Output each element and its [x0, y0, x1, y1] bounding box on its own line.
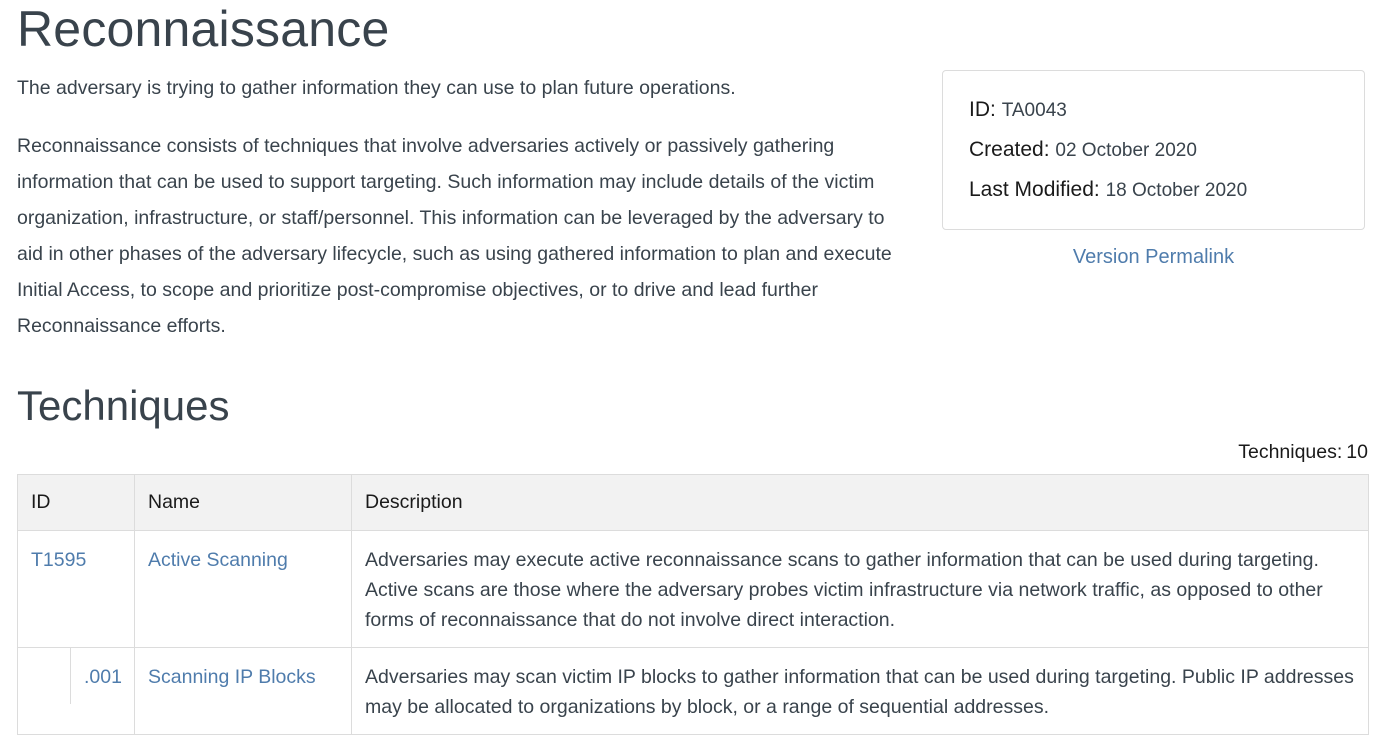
card-modified-label: Last Modified:	[969, 178, 1100, 201]
technique-name-link[interactable]: Active Scanning	[148, 549, 288, 571]
subtechnique-name-link[interactable]: Scanning IP Blocks	[148, 666, 316, 688]
card-created-label: Created:	[969, 138, 1050, 161]
subtechnique-id-box	[70, 648, 134, 704]
version-permalink-link[interactable]: Version Permalink	[1072, 246, 1235, 268]
card-id-value: TA0043	[1001, 100, 1067, 121]
card-created-value: 02 October 2020	[1055, 140, 1197, 161]
subtechnique-id-wrap	[18, 648, 134, 704]
subtechnique-id-cell	[18, 648, 135, 735]
tactic-intro: The adversary is trying to gather information they can use to plan future operations.	[17, 77, 736, 99]
column-header-id: ID	[18, 475, 135, 531]
techniques-heading: Techniques	[17, 382, 230, 429]
subtechnique-description: Adversaries may scan victim IP blocks to gather information that can be used during targeting. Public IP addresses may be allocated to organizations by block, or a range of sequential addresses.	[352, 648, 1369, 735]
card-id-row	[969, 96, 1067, 125]
subtechnique-name-cell	[135, 648, 352, 735]
table-row	[18, 531, 1369, 648]
card-id-label: ID:	[969, 98, 996, 121]
techniques-count	[1238, 440, 1368, 464]
table-row	[18, 648, 1369, 735]
techniques-table	[17, 474, 1369, 735]
techniques-count-label: Techniques:	[1238, 441, 1343, 463]
card-modified-value: 18 October 2020	[1105, 180, 1248, 201]
technique-id-cell	[18, 531, 135, 648]
card-created-row	[969, 136, 1197, 165]
technique-description: Adversaries may execute active reconnaissance scans to gather information that can be used during targeting. Active scans are those where the adversary probes victim infrastructure via network traffic, as opposed to other forms of reconnaissance that do not involve direct interaction.	[352, 531, 1369, 648]
card-modified-row	[969, 176, 1247, 205]
table-header-row	[18, 475, 1369, 531]
tactic-info-card	[942, 70, 1365, 230]
technique-id-link[interactable]: T1595	[31, 549, 87, 571]
column-header-description: Description	[352, 475, 1369, 531]
tactic-description: Reconnaissance consists of techniques that involve adversaries actively or passively gathering information that can be used to support targeting. Such information may include details of the victim organization, infrastructure, or staff/personnel. This information can be leveraged by the adversary to aid in other phases of the adversary lifecycle, such as using gathered information to plan and execute Initial Access, to scope and prioritize post-compromise objectives, or to drive and lead further Reconnaissance efforts.	[17, 135, 892, 337]
column-header-name: Name	[135, 475, 352, 531]
subtechnique-indent	[18, 648, 70, 704]
techniques-count-value: 10	[1346, 441, 1368, 463]
technique-name-cell	[135, 531, 352, 648]
subtechnique-id-link[interactable]: .001	[84, 666, 122, 688]
page-title: Reconnaissance	[17, 1, 390, 57]
